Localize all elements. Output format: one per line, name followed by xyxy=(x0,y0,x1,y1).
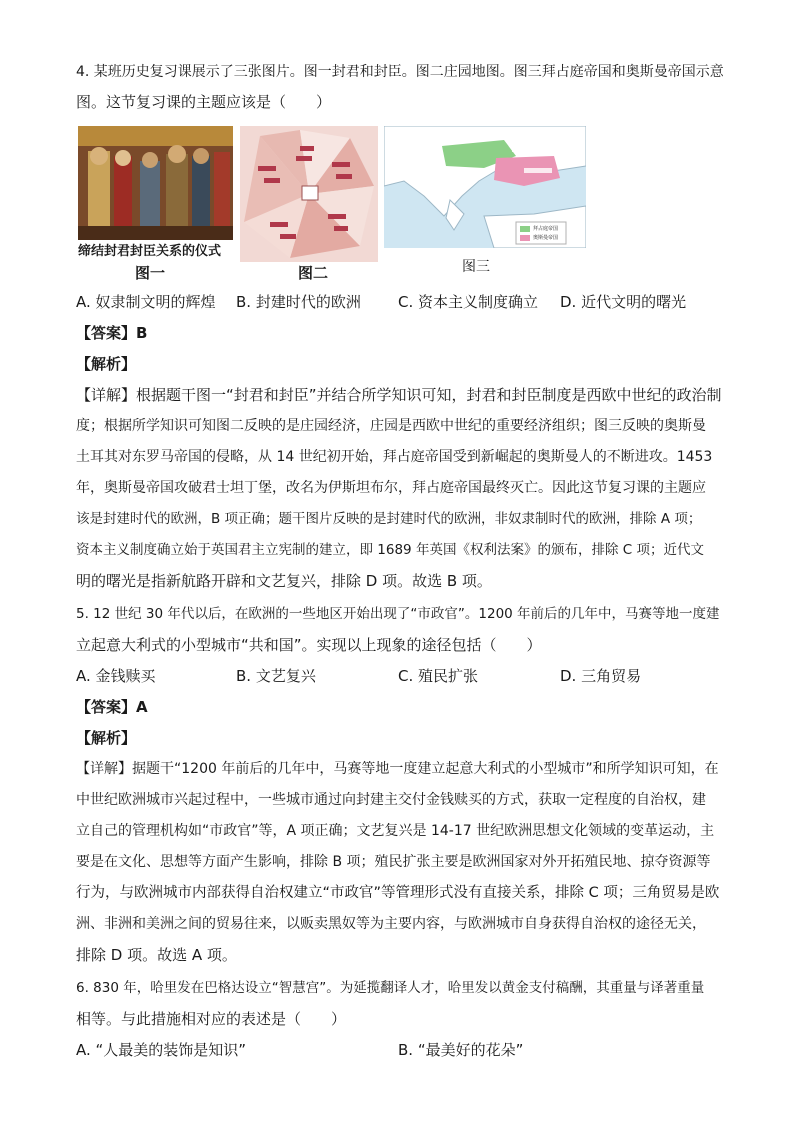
q4-detail-line: 资本主义制度确立始于英国君主立宪制的建立，即 1689 年英国《权利法案》的颁布，排除 C 项；近代文 xyxy=(76,542,704,558)
figure-1-inner-caption: 缔结封君封臣关系的仪式 xyxy=(78,244,222,259)
figure-3-label: 图三 xyxy=(462,259,490,275)
q6-stem-line-2: 相等。与此措施相对应的表述是（ ） xyxy=(76,1010,347,1028)
figure-1-ceremony-image xyxy=(78,126,233,262)
figure-2-label: 图二 xyxy=(298,264,329,282)
q6-option-b: B. “最美好的花朵” xyxy=(398,1041,524,1059)
q4-detail-line: 明的曙光是指新航路开辟和文艺复兴，排除 D 项。故选 B 项。 xyxy=(76,572,492,590)
q4-detail-line: 度；根据所学知识可知图二反映的是庄园经济，庄园是西欧中世纪的重要经济组织；图三反映的奥斯曼 xyxy=(76,418,706,434)
q5-option-b: B. 文艺复兴 xyxy=(236,667,316,685)
q5-stem-line-2: 立起意大利式的小型城市“共和国”。实现以上现象的途径包括（ ） xyxy=(76,636,542,654)
figure-3-legend-2: 奥斯曼帝国 xyxy=(533,235,559,241)
q5-analysis-label: 【解析】 xyxy=(76,729,137,747)
q5-detail-line: 中世纪欧洲城市兴起过程中，一些城市通过向封建主交付金钱赎买的方式，获取一定程度的自治权，建 xyxy=(76,792,706,808)
q4-detail-line: 土耳其对东罗马帝国的侵略，从 14 世纪初开始，拜占庭帝国受到新崛起的奥斯曼人的不断进攻。1453 xyxy=(76,449,713,465)
figure-1-label: 图一 xyxy=(135,264,166,282)
q4-detail-line: 该是封建时代的欧洲，B 项正确；题干图片反映的是封建时代的欧洲，非奴隶制时代的欧洲，排除 A 项； xyxy=(76,511,702,527)
q5-detail-line: 行为，与欧洲城市内部获得自治权建立“市政官”等管理形式没有直接关系，排除 C 项；三角贸易是欧 xyxy=(76,885,720,901)
q5-detail-line: 立自己的管理机构如“市政官”等，A 项正确；文艺复兴是 14-17 世纪欧洲思想文化领域的变革运动，主 xyxy=(76,823,715,839)
q5-answer: 【答案】A xyxy=(76,698,148,716)
q5-detail-line: 洲、非洲和美洲之间的贸易往来，以贩卖黑奴等为主要内容，与欧洲城市自身获得自治权的途径无关， xyxy=(76,916,706,932)
q6-stem-line-1: 6. 830 年，哈里发在巴格达设立“智慧宫”。为延揽翻译人才，哈里发以黄金支付稿酬，其重量与译著重量 xyxy=(76,980,705,996)
q5-detail-line: 排除 D 项。故选 A 项。 xyxy=(76,946,237,964)
q4-answer: 【答案】B xyxy=(76,324,148,342)
q6-option-a: A. “人最美的装饰是知识” xyxy=(76,1041,247,1059)
q4-option-b: B. 封建时代的欧洲 xyxy=(236,293,361,311)
q4-analysis-label: 【解析】 xyxy=(76,355,137,373)
q5-option-c: C. 殖民扩张 xyxy=(398,667,479,685)
q5-detail-line: 【详解】据题干“1200 年前后的几年中，马赛等地一度建立起意大利式的小型城市”和所学知识可知，在 xyxy=(76,761,719,777)
q4-detail-line: 年，奥斯曼帝国攻破君士坦丁堡，改名为伊斯坦布尔，拜占庭帝国最终灭亡。因此这节复习课的主题应 xyxy=(76,480,706,496)
q4-option-a: A. 奴隶制文明的辉煌 xyxy=(76,293,216,311)
q5-stem-line-1: 5. 12 世纪 30 年代以后，在欧洲的一些地区开始出现了“市政官”。1200 年前后的几年中，马赛等地一度建 xyxy=(76,606,720,622)
figure-3-legend-1: 拜占庭帝国 xyxy=(533,226,559,232)
figure-3-empires-map xyxy=(384,126,586,248)
q4-option-d: D. 近代文明的曙光 xyxy=(560,293,687,311)
q4-option-c: C. 资本主义制度确立 xyxy=(398,293,539,311)
q4-stem-line-1: 4. 某班历史复习课展示了三张图片。图一封君和封臣。图二庄园地图。图三拜占庭帝国和奥斯曼帝国示意 xyxy=(76,64,724,80)
q5-detail-line: 要是在文化、思想等方面产生影响，排除 B 项；殖民扩张主要是欧洲国家对外开拓殖民地、掠夺资源等 xyxy=(76,854,711,870)
q5-option-a: A. 金钱赎买 xyxy=(76,667,156,685)
q4-stem-line-2: 图。这节复习课的主题应该是（ ） xyxy=(76,93,332,111)
q5-option-d: D. 三角贸易 xyxy=(560,667,642,685)
figure-2-manor-map xyxy=(240,126,378,262)
q4-detail-line: 【详解】根据题干图一“封君和封臣”并结合所学知识可知，封君和封臣制度是西欧中世纪的政治制 xyxy=(76,386,722,404)
